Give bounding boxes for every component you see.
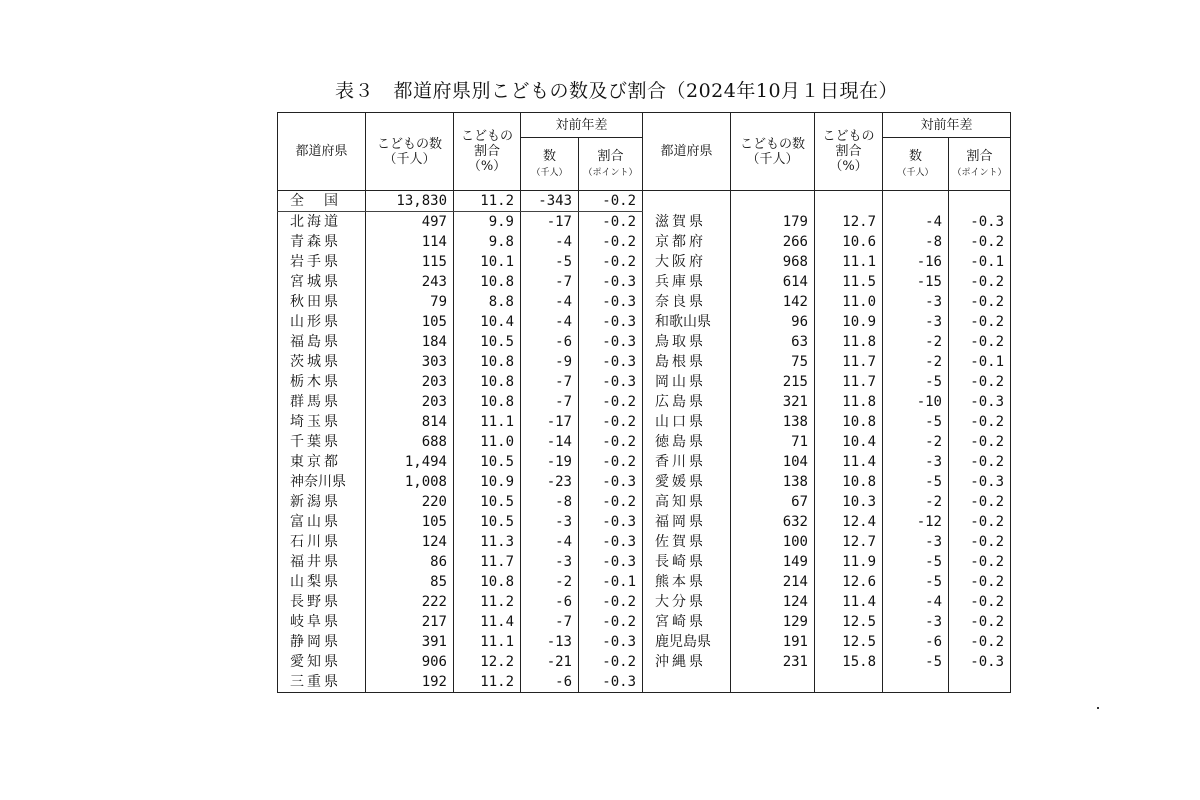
cell-right-ratio: 12.7 [815,532,883,552]
cell-diff-ratio: -0.3 [579,532,643,552]
cell-right-ratio: 11.7 [815,352,883,372]
cell-right-count: 138 [731,472,815,492]
cell-diff-ratio: -0.3 [579,332,643,352]
cell-right-count: 968 [731,252,815,272]
cell-diff-count: -21 [521,652,579,672]
cell-name: 青森県 [278,232,366,252]
cell-diff-ratio: -0.2 [579,612,643,632]
cell-right-diff-ratio: -0.2 [949,272,1011,292]
cell-ratio: 10.4 [454,312,521,332]
cell-name: 山梨県 [278,572,366,592]
cell-right-name: 鳥取県 [643,332,731,352]
header-diff-ratio: 割合 （ポイント） [579,138,643,191]
cell-ratio: 12.2 [454,652,521,672]
cell-diff-ratio: -0.3 [579,632,643,652]
cell-right-ratio: 10.3 [815,492,883,512]
header-diff-count-right: 数 （千人） [883,138,949,191]
cell-right-diff-count: -3 [883,312,949,332]
header-pref: 都道府県 [278,113,366,191]
cell-right-name: 高知県 [643,492,731,512]
cell-right-count: 75 [731,352,815,372]
cell-right-diff-ratio: -0.1 [949,352,1011,372]
cell-right-diff-ratio: -0.2 [949,412,1011,432]
cell-diff-ratio: -0.3 [579,292,643,312]
cell-diff-ratio: -0.3 [579,272,643,292]
cell-right-ratio: 11.5 [815,272,883,292]
cell-ratio: 11.1 [454,412,521,432]
cell-right-diff-ratio [949,672,1011,693]
cell-right-name: 香川県 [643,452,731,472]
cell-diff-count: -4 [521,232,579,252]
table-row [278,452,1011,472]
cell-right-ratio: 10.8 [815,472,883,492]
header-ratio: こどもの 割合 （%） [454,113,521,191]
table-row [278,572,1011,592]
table-row [278,592,1011,612]
cell-name: 静岡県 [278,632,366,652]
header-diff-group-right: 対前年差 [883,113,1011,138]
cell-right-ratio: 15.8 [815,652,883,672]
cell-right-name: 広島県 [643,392,731,412]
cell-right-diff-count: -15 [883,272,949,292]
cell-count: 115 [366,252,454,272]
table-row [278,232,1011,252]
cell-diff-ratio: -0.3 [579,352,643,372]
cell-count: 1,008 [366,472,454,492]
cell-right-ratio: 12.5 [815,632,883,652]
cell-right-ratio: 10.9 [815,312,883,332]
cell-diff-count: -8 [521,492,579,512]
cell-right-name: 宮崎県 [643,612,731,632]
cell-right-diff-ratio: -0.2 [949,492,1011,512]
cell-diff-ratio: -0.3 [579,552,643,572]
cell-right-name: 熊本県 [643,572,731,592]
cell-diff-count: -5 [521,252,579,272]
cell-diff-count: -4 [521,292,579,312]
cell-right-diff-ratio: -0.3 [949,392,1011,412]
cell-right-count [731,191,815,212]
table-row [278,472,1011,492]
cell-name: 茨城県 [278,352,366,372]
cell-right-count: 104 [731,452,815,472]
cell-right-diff-ratio: -0.3 [949,472,1011,492]
cell-diff-count: -7 [521,372,579,392]
table-row [278,372,1011,392]
cell-right-count: 149 [731,552,815,572]
cell-ratio: 10.8 [454,572,521,592]
cell-count: 217 [366,612,454,632]
cell-right-count: 63 [731,332,815,352]
cell-right-count: 100 [731,532,815,552]
cell-right-diff-count: -10 [883,392,949,412]
cell-diff-ratio: -0.2 [579,212,643,233]
cell-diff-ratio: -0.3 [579,512,643,532]
cell-right-diff-ratio: -0.2 [949,372,1011,392]
cell-count: 13,830 [366,191,454,212]
cell-count: 243 [366,272,454,292]
cell-diff-count: -6 [521,672,579,693]
cell-right-name: 長崎県 [643,552,731,572]
cell-diff-ratio: -0.2 [579,452,643,472]
cell-name: 秋田県 [278,292,366,312]
header-diff-ratio-right: 割合 （ポイント） [949,138,1011,191]
cell-name: 岩手県 [278,252,366,272]
cell-diff-count: -2 [521,572,579,592]
cell-name: 長野県 [278,592,366,612]
cell-count: 184 [366,332,454,352]
stray-dot [1097,707,1099,709]
cell-diff-ratio: -0.2 [579,412,643,432]
cell-ratio: 10.8 [454,352,521,372]
cell-ratio: 11.4 [454,612,521,632]
table-row [278,332,1011,352]
cell-diff-count: -4 [521,532,579,552]
cell-ratio: 9.8 [454,232,521,252]
cell-count: 86 [366,552,454,572]
cell-name: 石川県 [278,532,366,552]
cell-right-diff-count: -2 [883,352,949,372]
cell-name: 新潟県 [278,492,366,512]
cell-diff-count: -7 [521,392,579,412]
cell-count: 203 [366,392,454,412]
cell-ratio: 11.2 [454,592,521,612]
cell-ratio: 11.2 [454,191,521,212]
cell-right-name: 岡山県 [643,372,731,392]
cell-right-diff-ratio: -0.2 [949,632,1011,652]
cell-right-count: 129 [731,612,815,632]
cell-diff-count: -7 [521,272,579,292]
cell-right-diff-count: -5 [883,472,949,492]
cell-count: 85 [366,572,454,592]
cell-diff-ratio: -0.2 [579,432,643,452]
cell-diff-ratio: -0.3 [579,312,643,332]
cell-right-name: 佐賀県 [643,532,731,552]
cell-diff-count: -3 [521,552,579,572]
cell-right-diff-count: -3 [883,532,949,552]
cell-right-count: 179 [731,212,815,233]
header-diff-group: 対前年差 [521,113,643,138]
cell-name: 東京都 [278,452,366,472]
table-row [278,672,1011,693]
table-row [278,632,1011,652]
cell-right-diff-count: -5 [883,572,949,592]
cell-count: 1,494 [366,452,454,472]
header-row-1 [278,113,1011,138]
table-row [278,552,1011,572]
cell-right-diff-ratio: -0.2 [949,452,1011,472]
cell-right-diff-ratio: -0.2 [949,332,1011,352]
table-row [278,312,1011,332]
cell-ratio: 10.8 [454,392,521,412]
header-ratio-right: こどもの 割合 （%） [815,113,883,191]
cell-right-name: 兵庫県 [643,272,731,292]
cell-diff-count: -4 [521,312,579,332]
table-row [278,492,1011,512]
cell-diff-count: -17 [521,412,579,432]
table-row [278,191,1011,212]
children-by-prefecture-table [277,112,1011,693]
cell-diff-ratio: -0.2 [579,191,643,212]
cell-name: 福井県 [278,552,366,572]
cell-ratio: 10.8 [454,372,521,392]
cell-count: 192 [366,672,454,693]
table-row [278,612,1011,632]
cell-count: 303 [366,352,454,372]
cell-ratio: 10.9 [454,472,521,492]
cell-right-name: 和歌山県 [643,312,731,332]
cell-diff-count: -343 [521,191,579,212]
cell-diff-count: -14 [521,432,579,452]
cell-right-count: 632 [731,512,815,532]
cell-right-name: 沖縄県 [643,652,731,672]
cell-right-name [643,191,731,212]
cell-right-ratio: 11.0 [815,292,883,312]
cell-diff-count: -17 [521,212,579,233]
cell-right-name: 鹿児島県 [643,632,731,652]
cell-right-diff-count: -16 [883,252,949,272]
cell-diff-ratio: -0.3 [579,672,643,693]
cell-right-name: 大阪府 [643,252,731,272]
cell-right-count: 215 [731,372,815,392]
cell-diff-count: -6 [521,592,579,612]
cell-right-ratio: 12.6 [815,572,883,592]
table-row [278,292,1011,312]
cell-right-count: 266 [731,232,815,252]
cell-right-diff-count: -8 [883,232,949,252]
cell-right-diff-count: -6 [883,632,949,652]
cell-right-ratio: 12.5 [815,612,883,632]
cell-right-ratio: 10.6 [815,232,883,252]
cell-diff-ratio: -0.3 [579,372,643,392]
cell-right-count: 614 [731,272,815,292]
cell-right-count: 321 [731,392,815,412]
cell-name: 群馬県 [278,392,366,412]
cell-right-name: 愛媛県 [643,472,731,492]
cell-right-ratio: 11.1 [815,252,883,272]
cell-right-count [731,672,815,693]
cell-right-ratio: 10.4 [815,432,883,452]
cell-right-diff-count: -5 [883,652,949,672]
cell-ratio: 11.2 [454,672,521,693]
cell-ratio: 10.5 [454,492,521,512]
cell-right-count: 191 [731,632,815,652]
header-count-right: こどもの数 （千人） [731,113,815,191]
cell-ratio: 8.8 [454,292,521,312]
cell-right-name: 島根県 [643,352,731,372]
cell-right-diff-ratio: -0.2 [949,232,1011,252]
cell-count: 203 [366,372,454,392]
cell-right-name: 福岡県 [643,512,731,532]
table-row [278,512,1011,532]
cell-count: 688 [366,432,454,452]
cell-ratio: 11.7 [454,552,521,572]
cell-count: 220 [366,492,454,512]
cell-count: 222 [366,592,454,612]
header-pref-right: 都道府県 [643,113,731,191]
cell-right-ratio: 12.7 [815,212,883,233]
cell-ratio: 10.8 [454,272,521,292]
cell-right-name: 徳島県 [643,432,731,452]
cell-right-count: 124 [731,592,815,612]
cell-diff-count: -9 [521,352,579,372]
table-title: 表３ 都道府県別こどもの数及び割合（2024年10月１日現在） [335,80,899,102]
cell-right-name: 奈良県 [643,292,731,312]
header-count: こどもの数 （千人） [366,113,454,191]
cell-count: 814 [366,412,454,432]
cell-right-diff-ratio: -0.2 [949,572,1011,592]
cell-diff-ratio: -0.2 [579,232,643,252]
cell-diff-count: -23 [521,472,579,492]
table-row [278,252,1011,272]
cell-right-count: 67 [731,492,815,512]
table-row [278,212,1011,233]
cell-right-count: 138 [731,412,815,432]
cell-right-diff-count: -3 [883,452,949,472]
cell-diff-ratio: -0.1 [579,572,643,592]
cell-right-diff-count: -2 [883,432,949,452]
cell-name: 千葉県 [278,432,366,452]
cell-right-ratio: 10.8 [815,412,883,432]
cell-name: 岐阜県 [278,612,366,632]
cell-ratio: 11.0 [454,432,521,452]
cell-right-count: 71 [731,432,815,452]
cell-right-diff-count [883,672,949,693]
cell-right-ratio: 12.4 [815,512,883,532]
cell-diff-ratio: -0.2 [579,592,643,612]
cell-right-diff-count: -5 [883,372,949,392]
cell-ratio: 10.5 [454,332,521,352]
cell-right-diff-ratio: -0.2 [949,512,1011,532]
cell-right-diff-count: -2 [883,332,949,352]
table-row [278,652,1011,672]
cell-right-diff-ratio: -0.2 [949,432,1011,452]
cell-right-count: 214 [731,572,815,592]
cell-name: 埼玉県 [278,412,366,432]
cell-right-count: 96 [731,312,815,332]
cell-right-diff-count: -3 [883,292,949,312]
cell-ratio: 11.1 [454,632,521,652]
cell-right-diff-count: -2 [883,492,949,512]
cell-count: 105 [366,512,454,532]
cell-right-count: 142 [731,292,815,312]
table-row [278,532,1011,552]
cell-count: 124 [366,532,454,552]
cell-diff-ratio: -0.3 [579,472,643,492]
cell-name: 福島県 [278,332,366,352]
cell-right-diff-ratio: -0.3 [949,212,1011,233]
table-row [278,412,1011,432]
cell-ratio: 10.1 [454,252,521,272]
cell-right-diff-ratio: -0.2 [949,552,1011,572]
cell-right-diff-ratio: -0.2 [949,292,1011,312]
cell-right-ratio: 11.4 [815,592,883,612]
cell-name: 全 国 [278,191,366,212]
table-row [278,392,1011,412]
cell-count: 79 [366,292,454,312]
cell-right-ratio: 11.8 [815,392,883,412]
cell-ratio: 9.9 [454,212,521,233]
cell-diff-ratio: -0.2 [579,252,643,272]
cell-right-ratio: 11.7 [815,372,883,392]
cell-name: 栃木県 [278,372,366,392]
cell-right-count: 231 [731,652,815,672]
cell-right-diff-ratio: -0.2 [949,312,1011,332]
cell-right-ratio: 11.8 [815,332,883,352]
cell-right-name: 大分県 [643,592,731,612]
cell-right-name: 山口県 [643,412,731,432]
cell-right-diff-count: -5 [883,552,949,572]
cell-name: 神奈川県 [278,472,366,492]
cell-count: 906 [366,652,454,672]
cell-ratio: 11.3 [454,532,521,552]
cell-diff-count: -3 [521,512,579,532]
cell-right-diff-ratio: -0.3 [949,652,1011,672]
cell-diff-count: -7 [521,612,579,632]
cell-right-name [643,672,731,693]
cell-right-ratio: 11.4 [815,452,883,472]
table-row [278,432,1011,452]
cell-ratio: 10.5 [454,512,521,532]
cell-right-diff-ratio: -0.1 [949,252,1011,272]
cell-right-diff-count: -5 [883,412,949,432]
cell-right-diff-count: -4 [883,592,949,612]
cell-ratio: 10.5 [454,452,521,472]
cell-name: 富山県 [278,512,366,532]
cell-diff-ratio: -0.2 [579,492,643,512]
table-row [278,352,1011,372]
cell-count: 391 [366,632,454,652]
cell-right-diff-ratio: -0.2 [949,612,1011,632]
cell-right-diff-ratio: -0.2 [949,592,1011,612]
cell-name: 山形県 [278,312,366,332]
cell-diff-ratio: -0.2 [579,652,643,672]
cell-right-ratio: 11.9 [815,552,883,572]
cell-diff-ratio: -0.2 [579,392,643,412]
cell-count: 114 [366,232,454,252]
cell-count: 105 [366,312,454,332]
cell-right-diff-count [883,191,949,212]
cell-right-name: 京都府 [643,232,731,252]
cell-name: 三重県 [278,672,366,693]
cell-name: 愛知県 [278,652,366,672]
cell-name: 宮城県 [278,272,366,292]
table-row [278,272,1011,292]
cell-name: 北海道 [278,212,366,233]
cell-right-diff-ratio: -0.2 [949,532,1011,552]
header-diff-count: 数 （千人） [521,138,579,191]
cell-right-diff-count: -12 [883,512,949,532]
cell-count: 497 [366,212,454,233]
cell-right-ratio [815,191,883,212]
cell-diff-count: -19 [521,452,579,472]
cell-diff-count: -13 [521,632,579,652]
cell-right-diff-count: -3 [883,612,949,632]
cell-right-diff-ratio [949,191,1011,212]
cell-diff-count: -6 [521,332,579,352]
cell-right-ratio [815,672,883,693]
cell-right-name: 滋賀県 [643,212,731,233]
cell-right-diff-count: -4 [883,212,949,233]
